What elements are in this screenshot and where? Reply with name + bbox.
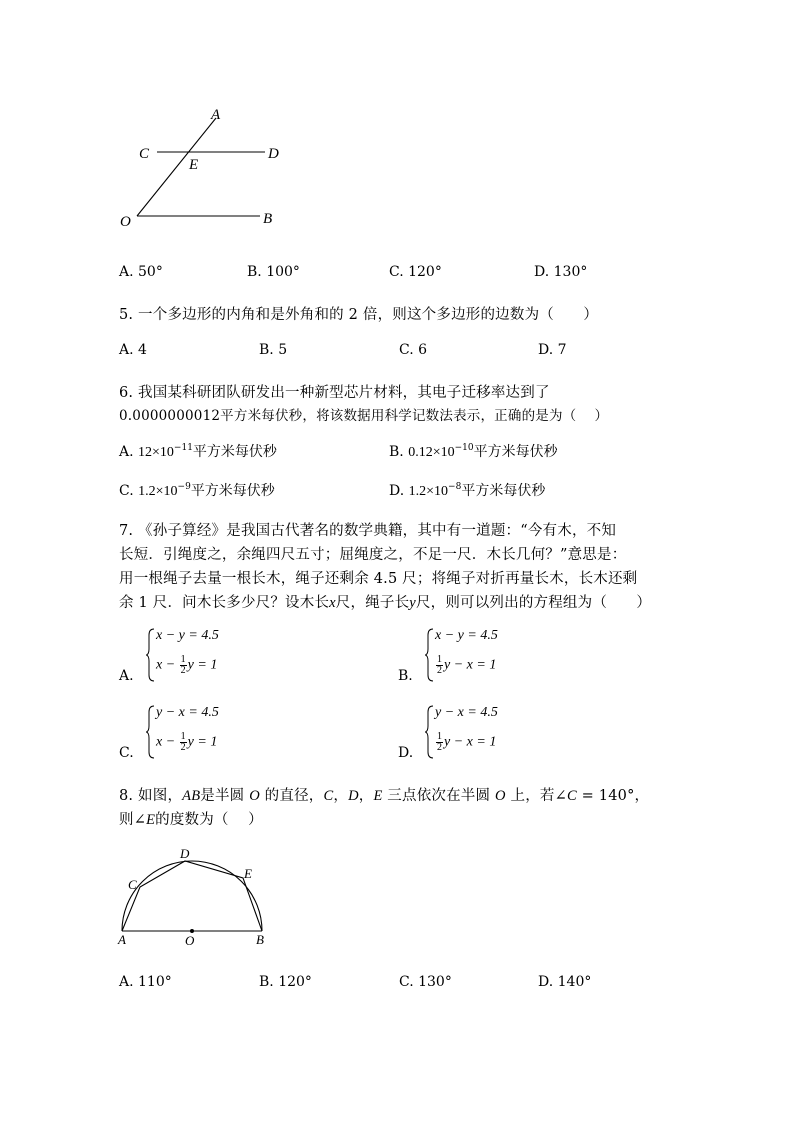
- q7-stem-line4: [119, 591, 651, 612]
- q8-option-d[interactable]: D. 140°: [538, 974, 592, 990]
- q7-option-c-letter: C.: [119, 745, 134, 761]
- q8-stem-line1: 8. 如图，AB是半圆 O 的直径，C，D，E 三点依次在半圆 O 上，若∠C = 140°，: [119, 788, 650, 804]
- fig2-label-e: E: [244, 866, 252, 881]
- q5-option-d[interactable]: D. 7: [538, 342, 567, 358]
- q7-option-d-eq1: y − x = 4.5: [435, 705, 498, 720]
- q6-option-b-letter: B.: [389, 444, 404, 460]
- q7-option-b-eq1: x − y = 4.5: [435, 628, 498, 643]
- fig1-label-a: A: [211, 107, 221, 123]
- q6-option-a-letter: A.: [119, 444, 134, 460]
- q6-option-c-unit: 平方米每伏秒: [190, 483, 275, 499]
- q7-stem-line4-c: 尺，则可以列出的方程组为（ ）: [415, 595, 652, 611]
- q6-option-b-exponent: −10: [454, 443, 474, 453]
- q6-option-c[interactable]: [119, 480, 275, 500]
- q7-option-c-eq2: x − $\frac{1}{2}$ y = 1: [156, 731, 218, 753]
- q5-option-b[interactable]: B. 5: [259, 342, 288, 358]
- fig2-label-o: O: [185, 933, 195, 948]
- fig1-label-e: E: [189, 157, 199, 173]
- q6-option-a-exponent: −11: [173, 443, 193, 453]
- q6-option-d-unit: 平方米每伏秒: [461, 483, 546, 499]
- q4-option-b[interactable]: B. 100°: [247, 264, 300, 280]
- q7-option-b-letter: B.: [398, 668, 413, 684]
- figure-semicircle: [0, 840, 794, 950]
- q7-option-a-letter: A.: [119, 668, 134, 684]
- q5-stem: 5. 一个多边形的内角和是外角和的 2 倍，则这个多边形的边数为（ ）: [119, 307, 599, 323]
- fig1-label-d: D: [268, 146, 279, 162]
- q7-option-d-system: [425, 704, 585, 760]
- q7-option-b-eq2: $\frac{1}{2}$ y − x = 1: [437, 654, 497, 676]
- q4-option-a[interactable]: A. 50°: [119, 264, 163, 280]
- q6-option-c-exponent: −9: [177, 482, 191, 492]
- q6-option-b-unit: 平方米每伏秒: [473, 444, 558, 460]
- q6-option-a-unit: 平方米每伏秒: [192, 444, 277, 460]
- brace-icon: [425, 627, 435, 683]
- q8-option-c[interactable]: C. 130°: [399, 974, 452, 990]
- fig1-label-c: C: [139, 146, 150, 162]
- q7-option-b-system: [425, 627, 585, 683]
- q5-option-c[interactable]: C. 6: [399, 342, 428, 358]
- q6-option-a-mantissa: 12×10: [138, 445, 174, 460]
- figure-parallel-lines: [0, 0, 794, 250]
- q6-option-d[interactable]: [389, 480, 545, 500]
- q7-stem-line4-a: 余 1 尺．问木长多少尺？设木长: [119, 595, 330, 611]
- q7-option-c-eq1: y − x = 4.5: [156, 705, 219, 720]
- fig1-label-o: O: [120, 214, 131, 230]
- fig1-label-b: B: [263, 211, 273, 227]
- q7-stem-line2: 长短．引绳度之，余绳四尺五寸；屈绳度之，不足一尺．木长几何？”意思是：: [119, 547, 627, 563]
- q6-option-d-letter: D.: [389, 483, 405, 499]
- brace-icon: [146, 704, 156, 760]
- q6-stem-line1: 6. 我国某科研团队研发出一种新型芯片材料，其电子迁移率达到了: [119, 385, 550, 401]
- q7-option-a-eq2: x − $\frac{1}{2}$ y = 1: [156, 654, 218, 676]
- q6-stem-line2: 0.0000000012平方米每伏秒，将该数据用科学记数法表示，正确的是为（ ）: [119, 408, 609, 424]
- brace-icon: [425, 704, 435, 760]
- q7-stem-line1: 7. 《孙子算经》是我国古代著名的数学典籍，其中有一道题：“今有木，不知: [119, 523, 617, 539]
- fig2-label-d: D: [180, 846, 190, 861]
- q6-option-a[interactable]: [119, 441, 277, 461]
- q8-option-b[interactable]: B. 120°: [259, 974, 312, 990]
- brace-icon: [146, 627, 156, 683]
- q5-option-a[interactable]: A. 4: [119, 342, 147, 358]
- q8-option-a[interactable]: A. 110°: [119, 974, 172, 990]
- q7-var-x: x: [329, 595, 336, 611]
- q7-option-d-eq2: $\frac{1}{2}$ y − x = 1: [437, 731, 497, 753]
- q7-option-a-eq1: x − y = 4.5: [156, 628, 219, 643]
- q7-option-a-system: [146, 627, 306, 683]
- fig2-label-b: B: [256, 932, 264, 947]
- q6-option-d-exponent: −8: [448, 482, 462, 492]
- q7-option-d-letter: D.: [398, 745, 414, 761]
- q8-stem-line2: 则∠E的度数为（ ）: [119, 812, 263, 828]
- q7-stem-line4-b: 尺，绳子长: [335, 595, 410, 611]
- q4-option-d[interactable]: D. 130°: [534, 264, 588, 280]
- fig2-label-a: A: [118, 932, 126, 947]
- q6-option-d-mantissa: 1.2×10: [408, 484, 449, 499]
- q7-var-y: y: [409, 595, 416, 611]
- q4-option-c[interactable]: C. 120°: [389, 264, 442, 280]
- q6-option-c-letter: C.: [119, 483, 134, 499]
- fig2-label-c: C: [128, 877, 137, 892]
- q6-option-c-mantissa: 1.2×10: [138, 484, 178, 499]
- q6-option-b-mantissa: 0.12×10: [408, 445, 455, 460]
- q7-option-c-system: [146, 704, 306, 760]
- q6-option-b[interactable]: [389, 441, 558, 461]
- q7-stem-line3: 用一根绳子去量一根长木，绳子还剩余 4.5 尺；将绳子对折再量长木，长木还剩: [119, 571, 638, 587]
